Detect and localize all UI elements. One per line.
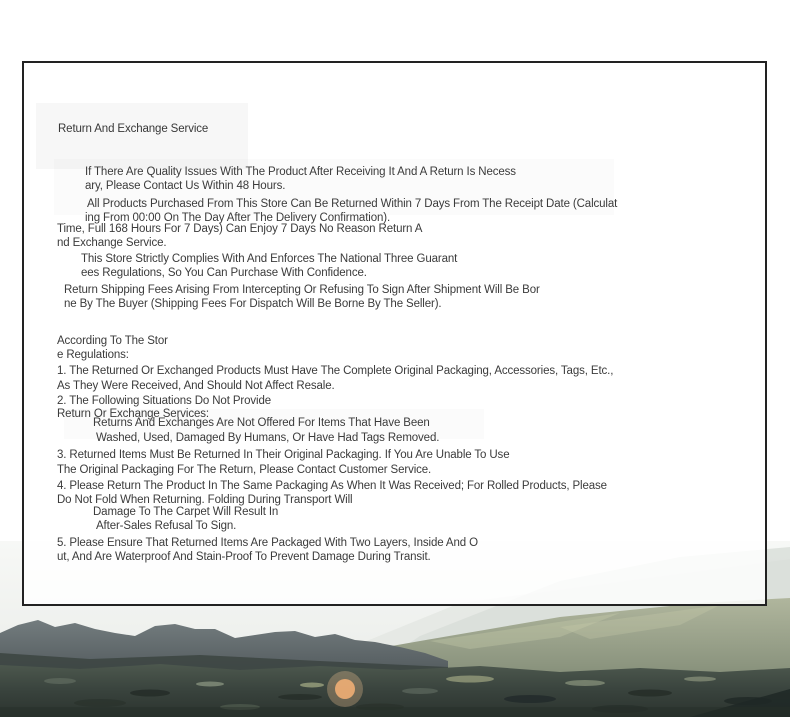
policy-line: Return Shipping Fees Arising From Intercepting Or Refusing To Sign After Shipment Will Be Bor: [64, 284, 540, 296]
policy-line: Washed, Used, Damaged By Humans, Or Have Had Tags Removed.: [96, 432, 440, 444]
panel-heading: Return And Exchange Service: [58, 123, 209, 135]
policy-line: 5. Please Ensure That Returned Items Are Packaged With Two Layers, Inside And O: [57, 537, 478, 549]
policy-line: ut, And Are Waterproof And Stain-Proof To Prevent Damage During Transit.: [57, 551, 431, 563]
policy-line: Time, Full 168 Hours For 7 Days) Can Enjoy 7 Days No Reason Return A: [57, 223, 423, 235]
policy-line: Return Or Exchange Services:: [57, 408, 209, 420]
policy-line: e Regulations:: [57, 349, 129, 361]
policy-line: ne By The Buyer (Shipping Fees For Dispatch Will Be Borne By The Seller).: [64, 298, 442, 310]
policy-line: ing From 00:00 On The Day After The Delivery Confirmation).: [85, 212, 391, 224]
policy-line: ees Regulations, So You Can Purchase With Confidence.: [81, 267, 367, 279]
policy-line: As They Were Received, And Should Not Affect Resale.: [57, 380, 335, 392]
policy-line: 4. Please Return The Product In The Same Packaging As When It Was Received; For Rolled Products, Please: [57, 480, 607, 492]
policy-line: The Original Packaging For The Return, Please Contact Customer Service.: [57, 464, 432, 476]
lens-flare-orb: [335, 679, 355, 699]
policy-line: ary, Please Contact Us Within 48 Hours.: [85, 180, 286, 192]
policy-line: After-Sales Refusal To Sign.: [96, 520, 237, 532]
policy-line: nd Exchange Service.: [57, 237, 167, 249]
policy-line: If There Are Quality Issues With The Product After Receiving It And A Return Is Necess: [85, 166, 516, 178]
policy-line: 2. The Following Situations Do Not Provide: [57, 395, 271, 407]
policy-line: 1. The Returned Or Exchanged Products Must Have The Complete Original Packaging, Accessories, Tags, Etc.,: [57, 365, 614, 377]
return-policy-panel: [22, 61, 767, 606]
policy-line: Do Not Fold When Returning. Folding During Transport Will: [57, 494, 353, 506]
policy-line: This Store Strictly Complies With And Enforces The National Three Guarant: [81, 253, 458, 265]
policy-line: 3. Returned Items Must Be Returned In Their Original Packaging. If You Are Unable To Use: [57, 449, 510, 461]
policy-line: Returns And Exchanges Are Not Offered For Items That Have Been: [93, 417, 430, 429]
policy-line: All Products Purchased From This Store Can Be Returned Within 7 Days From The Receipt Date (Calculat: [87, 198, 618, 210]
policy-line: According To The Stor: [57, 335, 168, 347]
policy-line: Damage To The Carpet Will Result In: [93, 506, 279, 518]
